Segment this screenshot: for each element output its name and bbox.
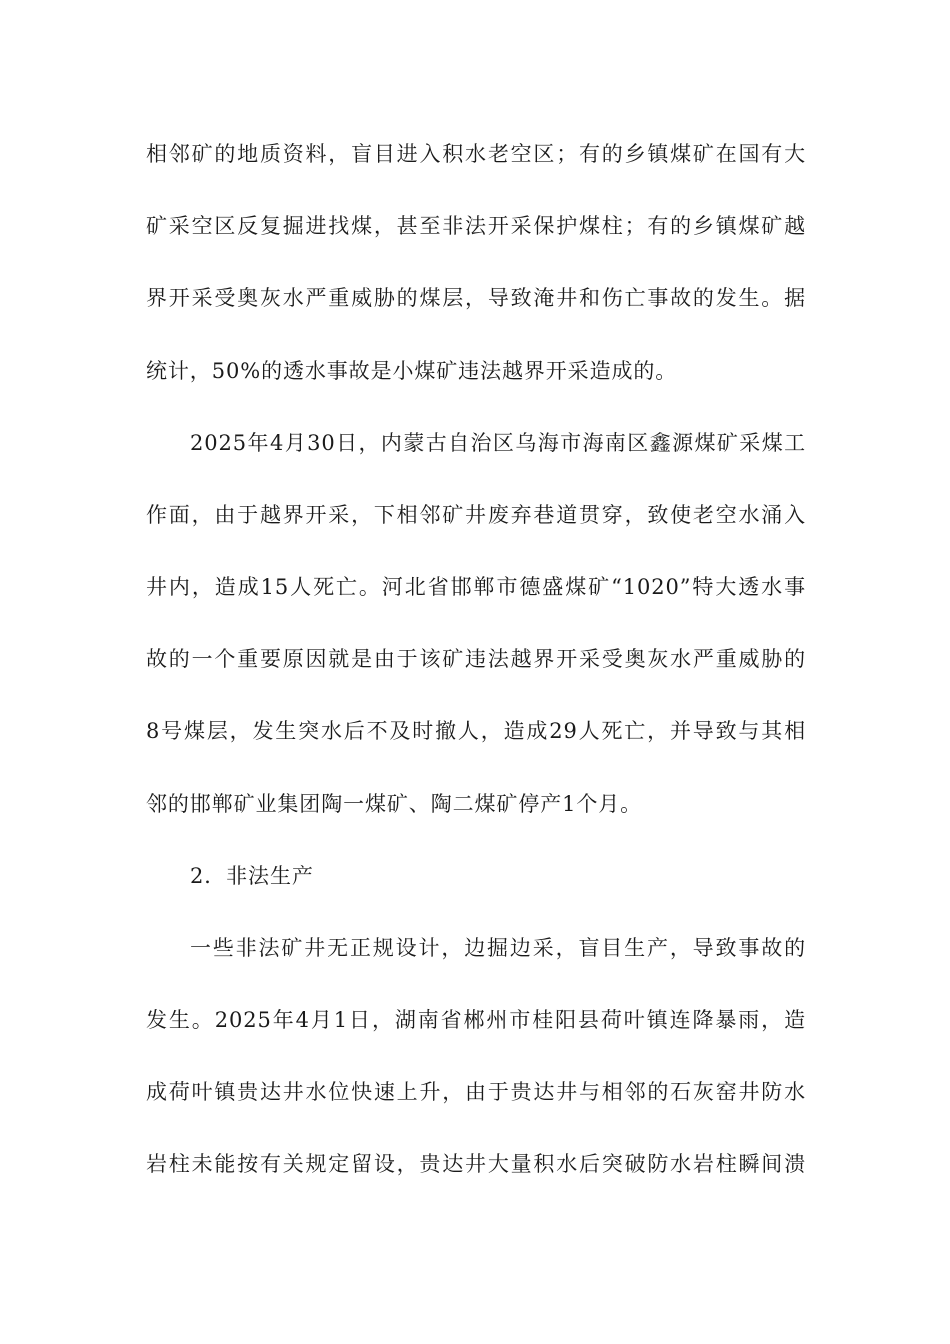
section-heading: 2．非法生产 xyxy=(190,864,314,888)
paragraph-line: 界开采受奥灰水严重威胁的煤层，导致淹井和伤亡事故的发生。据 xyxy=(146,286,806,310)
paragraph-line: 统计，50%的透水事故是小煤矿违法越界开采造成的。 xyxy=(146,359,678,383)
paragraph-line: 相邻矿的地质资料，盲目进入积水老空区；有的乡镇煤矿在国有大 xyxy=(146,142,806,166)
paragraph-line: 邻的邯郸矿业集团陶一煤矿、陶二煤矿停产1个月。 xyxy=(146,792,643,816)
paragraph-line: 发生。2025年4月1日，湖南省郴州市桂阳县荷叶镇连降暴雨，造 xyxy=(146,1008,806,1032)
paragraph-line: 矿采空区反复掘进找煤，甚至非法开采保护煤柱；有的乡镇煤矿越 xyxy=(146,214,806,238)
paragraph-line: 2025年4月30日，内蒙古自治区乌海市海南区鑫源煤矿采煤工 xyxy=(190,431,806,455)
paragraph-line: 作面，由于越界开采，下相邻矿井废弃巷道贯穿，致使老空水涌入 xyxy=(146,503,806,527)
paragraph-line: 故的一个重要原因就是由于该矿违法越界开采受奥灰水严重威胁的 xyxy=(146,647,806,671)
paragraph-line: 井内，造成15人死亡。河北省邯郸市德盛煤矿“1020”特大透水事 xyxy=(146,575,806,599)
paragraph-line: 成荷叶镇贵达井水位快速上升，由于贵达井与相邻的石灰窑井防水 xyxy=(146,1080,806,1104)
paragraph-line: 8号煤层，发生突水后不及时撤人，造成29人死亡，并导致与其相 xyxy=(146,719,806,743)
paragraph-line: 岩柱未能按有关规定留设，贵达井大量积水后突破防水岩柱瞬间溃 xyxy=(146,1152,806,1176)
paragraph-line: 一些非法矿井无正规设计，边掘边采，盲目生产，导致事故的 xyxy=(190,936,806,960)
